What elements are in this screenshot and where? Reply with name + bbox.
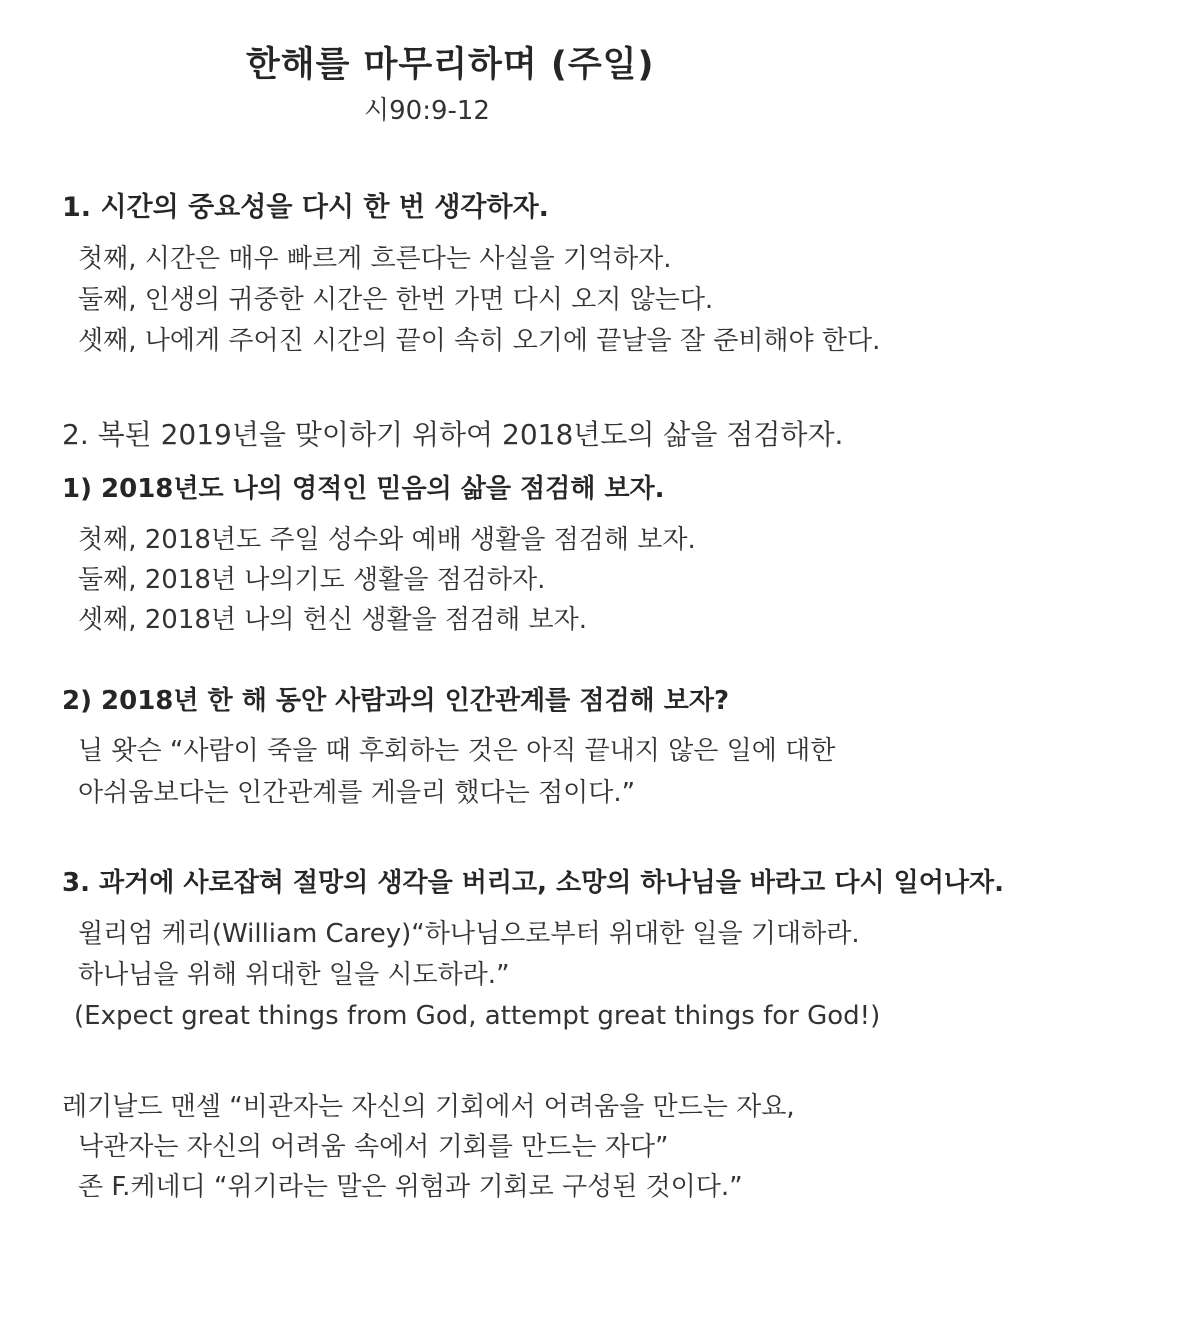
section-1-line-2: 둘째, 인생의 귀중한 시간은 한번 가면 다시 오지 않는다.: [78, 285, 714, 315]
section-3-heading: 3. 과거에 사로잡혀 절망의 생각을 버리고, 소망의 하나님을 바라고 다시 일어나자.: [62, 868, 1004, 898]
section-2-sub-1-line-1: 첫째, 2018년도 주일 성수와 예배 생활을 점검해 보자.: [78, 525, 696, 555]
section-3-line-2: 하나님을 위해 위대한 일을 시도하라.”: [78, 960, 510, 990]
section-2-sub-2-heading: 2) 2018년 한 해 동안 사람과의 인간관계를 점검해 보자?: [62, 686, 730, 716]
section-3-line-1: 윌리엄 케리(William Carey)“하나님으로부터 위대한 일을 기대하라.: [78, 919, 860, 949]
scripture-reference: 시90:9-12: [364, 96, 490, 126]
section-2-sub-1-line-2: 둘째, 2018년 나의기도 생활을 점검하자.: [78, 565, 546, 595]
section-3-line-3: (Expect great things from God, attempt great things for God!): [74, 1001, 881, 1031]
page-title: 한해를 마무리하며 (주일): [246, 45, 655, 85]
section-1-line-3: 셋째, 나에게 주어진 시간의 끝이 속히 오기에 끝날을 잘 준비해야 한다.: [78, 326, 881, 356]
quote-line-3: 존 F.케네디 “위기라는 말은 위험과 기회로 구성된 것이다.”: [78, 1172, 743, 1202]
section-2-sub-2-line-2: 아쉬움보다는 인간관계를 게을리 했다는 점이다.”: [78, 778, 636, 808]
section-2-sub-2-line-1: 닐 왓슨 “사람이 죽을 때 후회하는 것은 아직 끝내지 않은 일에 대한: [78, 736, 836, 766]
quote-line-2: 낙관자는 자신의 어려움 속에서 기회를 만드는 자다”: [78, 1132, 669, 1162]
quote-line-1: 레기날드 맨셀 “비관자는 자신의 기회에서 어려움을 만드는 자요,: [62, 1092, 795, 1122]
section-2-sub-1-heading: 1) 2018년도 나의 영적인 믿음의 삶을 점검해 보자.: [62, 474, 665, 504]
section-2-heading: 2. 복된 2019년을 맞이하기 위하여 2018년도의 삶을 점검하자.: [62, 418, 844, 451]
section-2-sub-1-line-3: 셋째, 2018년 나의 헌신 생활을 점검해 보자.: [78, 605, 588, 635]
section-1-line-1: 첫째, 시간은 매우 빠르게 흐른다는 사실을 기억하자.: [78, 244, 672, 274]
section-1-heading: 1. 시간의 중요성을 다시 한 번 생각하자.: [62, 192, 549, 223]
